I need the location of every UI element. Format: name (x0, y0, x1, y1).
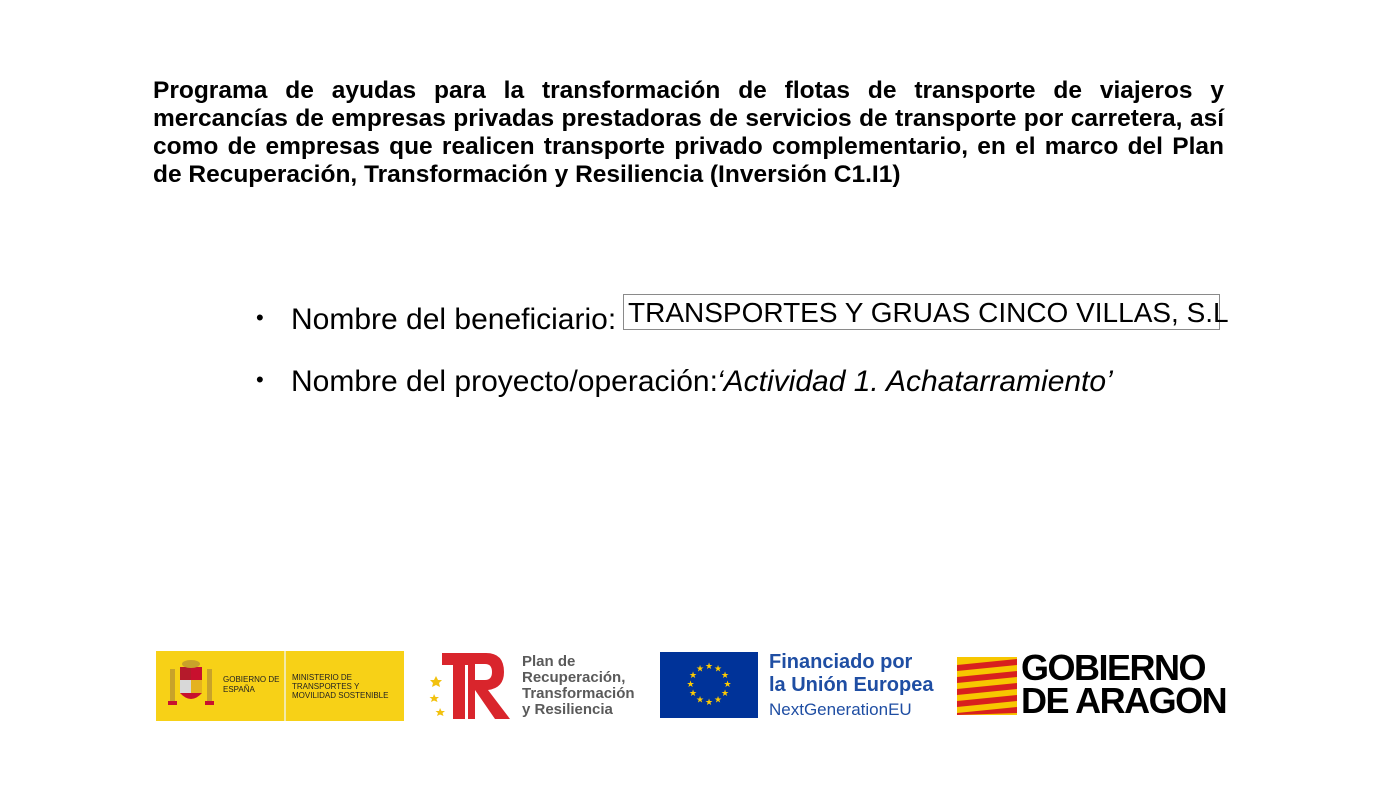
bullet-icon: • (256, 367, 264, 392)
bullet-icon: • (256, 305, 264, 330)
spain-gov-text: GOBIERNO DE ESPAÑA (223, 675, 280, 694)
svg-text:★: ★ (720, 671, 730, 681)
svg-text:★: ★ (704, 698, 714, 708)
spain-coat-of-arms-icon (166, 659, 216, 713)
next-generation-text: NextGenerationEU (769, 700, 912, 719)
list-item-project (256, 358, 1236, 402)
svg-text:★: ★ (695, 664, 705, 675)
eu-funded-text-2: la Unión Europea (769, 674, 934, 696)
svg-text:★: ★ (713, 695, 723, 706)
beneficiary-value-box: TRANSPORTES Y GRUAS CINCO VILLAS, S.L (623, 294, 1220, 330)
svg-text:★: ★ (723, 680, 732, 690)
plan-recuperacion-logo (428, 650, 638, 722)
svg-text:★: ★ (720, 689, 730, 699)
svg-text:★: ★ (704, 662, 714, 672)
gobierno-aragon-logo (957, 647, 1227, 721)
gobierno-espana-ministerio-logo (156, 651, 404, 721)
svg-text:★: ★ (713, 664, 723, 675)
program-title: Programa de ayudas para la transformación de flotas de transporte de viajeros y mercancías de empresas privadas prestadoras de servicios de transporte por carretera, así como de empresas que realicen transporte privado complementario, en el marco del Plan de Recuperación, Transformación y Resiliencia (Inversión C1.I1) (153, 77, 1224, 188)
plan-text: Plan de Recuperación, Transformación y Resiliencia (522, 653, 635, 718)
aragon-flag-icon (957, 657, 1017, 715)
aragon-text-1: GOBIERNO (1021, 647, 1206, 688)
eu-funded-text-1: Financiado por (769, 651, 913, 673)
list-item-beneficiary (256, 296, 1236, 340)
project-info-list (256, 296, 1236, 402)
plan-tr-icon (428, 650, 520, 722)
project-value: ‘Actividad 1. Achatarramiento’ (717, 365, 1113, 398)
aragon-text-2: DE ARAGON (1021, 680, 1227, 721)
logo-divider (284, 651, 286, 721)
svg-text:★: ★ (695, 695, 705, 706)
eu-next-generation-logo (660, 650, 940, 722)
beneficiary-label: Nombre del beneficiario: (291, 303, 617, 336)
svg-text:★: ★ (688, 689, 698, 699)
svg-text:★: ★ (686, 680, 695, 690)
ministry-text: MINISTERIO DE TRANSPORTES Y MOVILIDAD SOSTENIBLE (292, 673, 389, 700)
eu-flag-icon (660, 652, 758, 718)
svg-text:★: ★ (688, 671, 698, 681)
project-label: Nombre del proyecto/operación: (291, 365, 718, 398)
